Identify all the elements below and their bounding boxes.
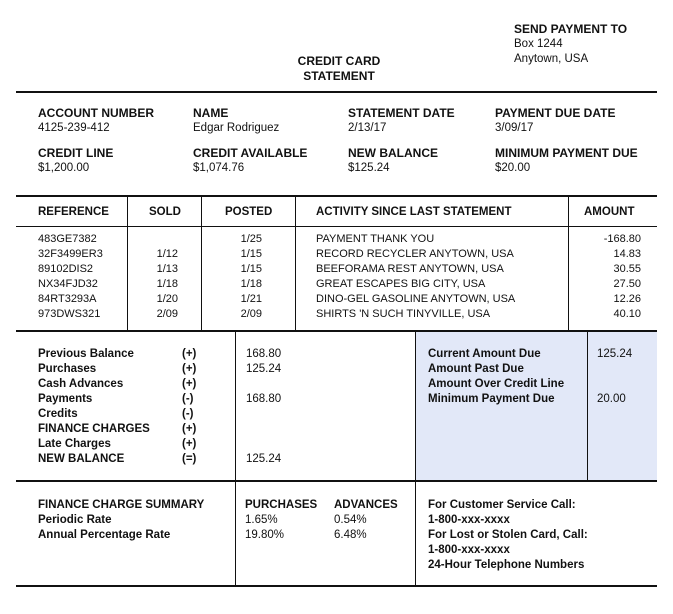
- column-divider: [201, 197, 202, 330]
- summary-sign: (+): [182, 423, 197, 435]
- header-reference: REFERENCE: [38, 206, 109, 218]
- statement-date-value: 2/13/17: [348, 122, 387, 134]
- name-block: [193, 106, 279, 136]
- column-divider: [295, 197, 296, 330]
- account-number-value: 4125-239-412: [38, 122, 110, 134]
- summary-value: 168.80: [246, 393, 282, 405]
- header-sold: SOLD: [149, 206, 181, 218]
- table-row-activity: GREAT ESCAPES BIG CITY, USA: [316, 278, 486, 290]
- amount-column: [578, 232, 641, 322]
- table-row-sold: 1/20: [156, 293, 178, 305]
- table-row-sold: 1/13: [156, 263, 178, 275]
- summary-label: Purchases: [38, 363, 97, 375]
- table-row-reference: 89102DIS2: [38, 263, 94, 275]
- name-value: Edgar Rodriguez: [193, 122, 280, 134]
- customer-service-phone: 1-800-xxx-xxxx: [428, 514, 510, 526]
- summary-sign: (+): [182, 378, 197, 390]
- summary-sign: (-): [182, 393, 194, 405]
- payment-due-date-label: PAYMENT DUE DATE: [495, 106, 616, 120]
- summary-sign: (=): [182, 453, 197, 465]
- apr-advances: 6.48%: [334, 529, 367, 541]
- table-row-reference: 973DWS321: [38, 308, 101, 320]
- minimum-payment-due-summary-value: 20.00: [597, 393, 626, 405]
- table-row-posted: 1/15: [240, 248, 262, 260]
- statement-date-block: [348, 106, 455, 136]
- new-balance-label: NEW BALANCE: [348, 146, 438, 160]
- finance-charge-title: FINANCE CHARGE SUMMARY: [38, 499, 205, 511]
- table-row-sold: 1/12: [156, 248, 178, 260]
- table-row-amount: 27.50: [613, 278, 641, 290]
- send-payment-line1: Box 1244: [514, 38, 563, 50]
- minimum-payment-due-block: [495, 146, 638, 176]
- table-row-activity: DINO-GEL GASOLINE ANYTOWN, USA: [316, 293, 516, 305]
- lost-card-line: For Lost or Stolen Card, Call:: [428, 529, 588, 541]
- purchases-rates: [245, 498, 330, 543]
- summary-values: [246, 347, 326, 467]
- send-payment-heading: SEND PAYMENT TO: [514, 22, 628, 36]
- summary-signs: [182, 347, 212, 467]
- periodic-rate-purchases: 1.65%: [245, 514, 278, 526]
- hours-line: 24-Hour Telephone Numbers: [428, 559, 585, 571]
- account-number-block: [38, 106, 154, 136]
- sold-column: [140, 232, 178, 322]
- summary-label: Cash Advances: [38, 378, 124, 390]
- summary-value: [246, 422, 326, 437]
- table-row-posted: 1/15: [240, 263, 262, 275]
- amount-past-due-label: Amount Past Due: [428, 363, 524, 375]
- amount-due-values: [597, 347, 652, 407]
- summary-value: [246, 437, 326, 452]
- finance-charge-labels: [38, 498, 233, 543]
- credit-line-value: $1,200.00: [38, 162, 90, 174]
- amount-past-due-value: [597, 362, 652, 377]
- summary-value: 125.24: [246, 363, 282, 375]
- header-amount: AMOUNT: [584, 206, 635, 218]
- header-activity: ACTIVITY SINCE LAST STATEMENT: [316, 206, 512, 218]
- finance-divider: [415, 482, 416, 585]
- statement-title: [260, 54, 418, 84]
- table-row-posted: 2/09: [240, 308, 262, 320]
- summary-value: [246, 407, 326, 422]
- divider-bottom: [16, 585, 657, 587]
- account-number-label: ACCOUNT NUMBER: [38, 106, 154, 120]
- summary-value: [246, 377, 326, 392]
- summary-label: FINANCE CHARGES: [38, 423, 150, 435]
- table-row-amount: 30.55: [613, 263, 641, 275]
- credit-line-block: [38, 146, 113, 176]
- column-divider: [127, 197, 128, 330]
- minimum-payment-due-label: MINIMUM PAYMENT DUE: [495, 146, 638, 160]
- minimum-payment-due-value: $20.00: [495, 162, 531, 174]
- header-posted: POSTED: [225, 206, 273, 218]
- credit-available-label: CREDIT AVAILABLE: [193, 146, 308, 160]
- new-balance-block: [348, 146, 438, 176]
- summary-label: Payments: [38, 393, 93, 405]
- table-row-reference: 483GE7382: [38, 233, 97, 245]
- summary-sign: (+): [182, 438, 197, 450]
- summary-label: Previous Balance: [38, 348, 134, 360]
- customer-service-line: For Customer Service Call:: [428, 499, 576, 511]
- customer-service-block: [428, 498, 653, 573]
- table-row-amount: 14.83: [613, 248, 641, 260]
- statement-date-label: STATEMENT DATE: [348, 106, 455, 120]
- summary-labels: [38, 347, 178, 467]
- current-amount-due-value: 125.24: [597, 348, 633, 360]
- apr-purchases: 19.80%: [245, 529, 285, 541]
- summary-sign: (+): [182, 363, 197, 375]
- posted-column: [222, 232, 262, 322]
- lost-card-phone: 1-800-xxx-xxxx: [428, 544, 510, 556]
- name-label: NAME: [193, 106, 229, 120]
- table-row-activity: RECORD RECYCLER ANYTOWN, USA: [316, 248, 514, 260]
- summary-divider: [587, 332, 588, 480]
- table-row-reference: 32F3499ER3: [38, 248, 103, 260]
- statement-title-line2: STATEMENT: [303, 69, 375, 83]
- current-amount-due-label: Current Amount Due: [428, 348, 541, 360]
- new-balance-value: $125.24: [348, 162, 390, 174]
- credit-available-value: $1,074.76: [193, 162, 245, 174]
- table-row-reference: NX34FJD32: [38, 278, 98, 290]
- payment-due-date-block: [495, 106, 615, 136]
- periodic-rate-advances: 0.54%: [334, 514, 367, 526]
- activity-column: [316, 232, 566, 322]
- table-row-amount: 12.26: [613, 293, 641, 305]
- summary-sign: (-): [182, 408, 194, 420]
- reference-column: [38, 232, 126, 322]
- summary-label: Credits: [38, 408, 78, 420]
- divider-activity-top: [16, 195, 657, 197]
- table-row-activity: PAYMENT THANK YOU: [316, 233, 435, 245]
- table-row-posted: 1/21: [240, 293, 262, 305]
- credit-available-block: [193, 146, 307, 176]
- table-row-amount: -168.80: [603, 233, 641, 245]
- annual-percentage-rate-label: Annual Percentage Rate: [38, 529, 171, 541]
- finance-divider: [235, 482, 236, 585]
- table-row-activity: BEEFORAMA REST ANYTOWN, USA: [316, 263, 504, 275]
- table-row-reference: 84RT3293A: [38, 293, 97, 305]
- table-row-posted: 1/18: [240, 278, 262, 290]
- minimum-payment-due-summary-label: Minimum Payment Due: [428, 393, 555, 405]
- divider-finance-top: [16, 480, 657, 482]
- amount-over-credit-line-label: Amount Over Credit Line: [428, 378, 565, 390]
- credit-line-label: CREDIT LINE: [38, 146, 114, 160]
- table-row-sold: [140, 232, 178, 247]
- amount-due-labels: [428, 347, 583, 407]
- purchases-header: PURCHASES: [245, 499, 318, 511]
- summary-label: Late Charges: [38, 438, 111, 450]
- summary-value: 125.24: [246, 453, 282, 465]
- table-row-sold: 1/18: [156, 278, 178, 290]
- column-divider: [568, 197, 569, 330]
- summary-divider: [235, 332, 236, 480]
- table-row-amount: 40.10: [613, 308, 641, 320]
- advances-rates: [334, 498, 412, 543]
- send-payment-block: [514, 22, 627, 67]
- table-row-posted: 1/25: [240, 233, 262, 245]
- summary-label: NEW BALANCE: [38, 453, 125, 465]
- summary-sign: (+): [182, 348, 197, 360]
- divider-top: [16, 91, 657, 93]
- amount-over-credit-line-value: [597, 377, 652, 392]
- payment-due-date-value: 3/09/17: [495, 122, 534, 134]
- summary-value: 168.80: [246, 348, 282, 360]
- table-row-sold: 2/09: [156, 308, 178, 320]
- header-underline: [16, 226, 657, 227]
- statement-title-line1: CREDIT CARD: [297, 54, 381, 68]
- send-payment-line2: Anytown, USA: [514, 53, 589, 65]
- advances-header: ADVANCES: [334, 499, 398, 511]
- periodic-rate-label: Periodic Rate: [38, 514, 112, 526]
- table-row-activity: SHIRTS 'N SUCH TINYVILLE, USA: [316, 308, 491, 320]
- summary-divider: [415, 332, 416, 480]
